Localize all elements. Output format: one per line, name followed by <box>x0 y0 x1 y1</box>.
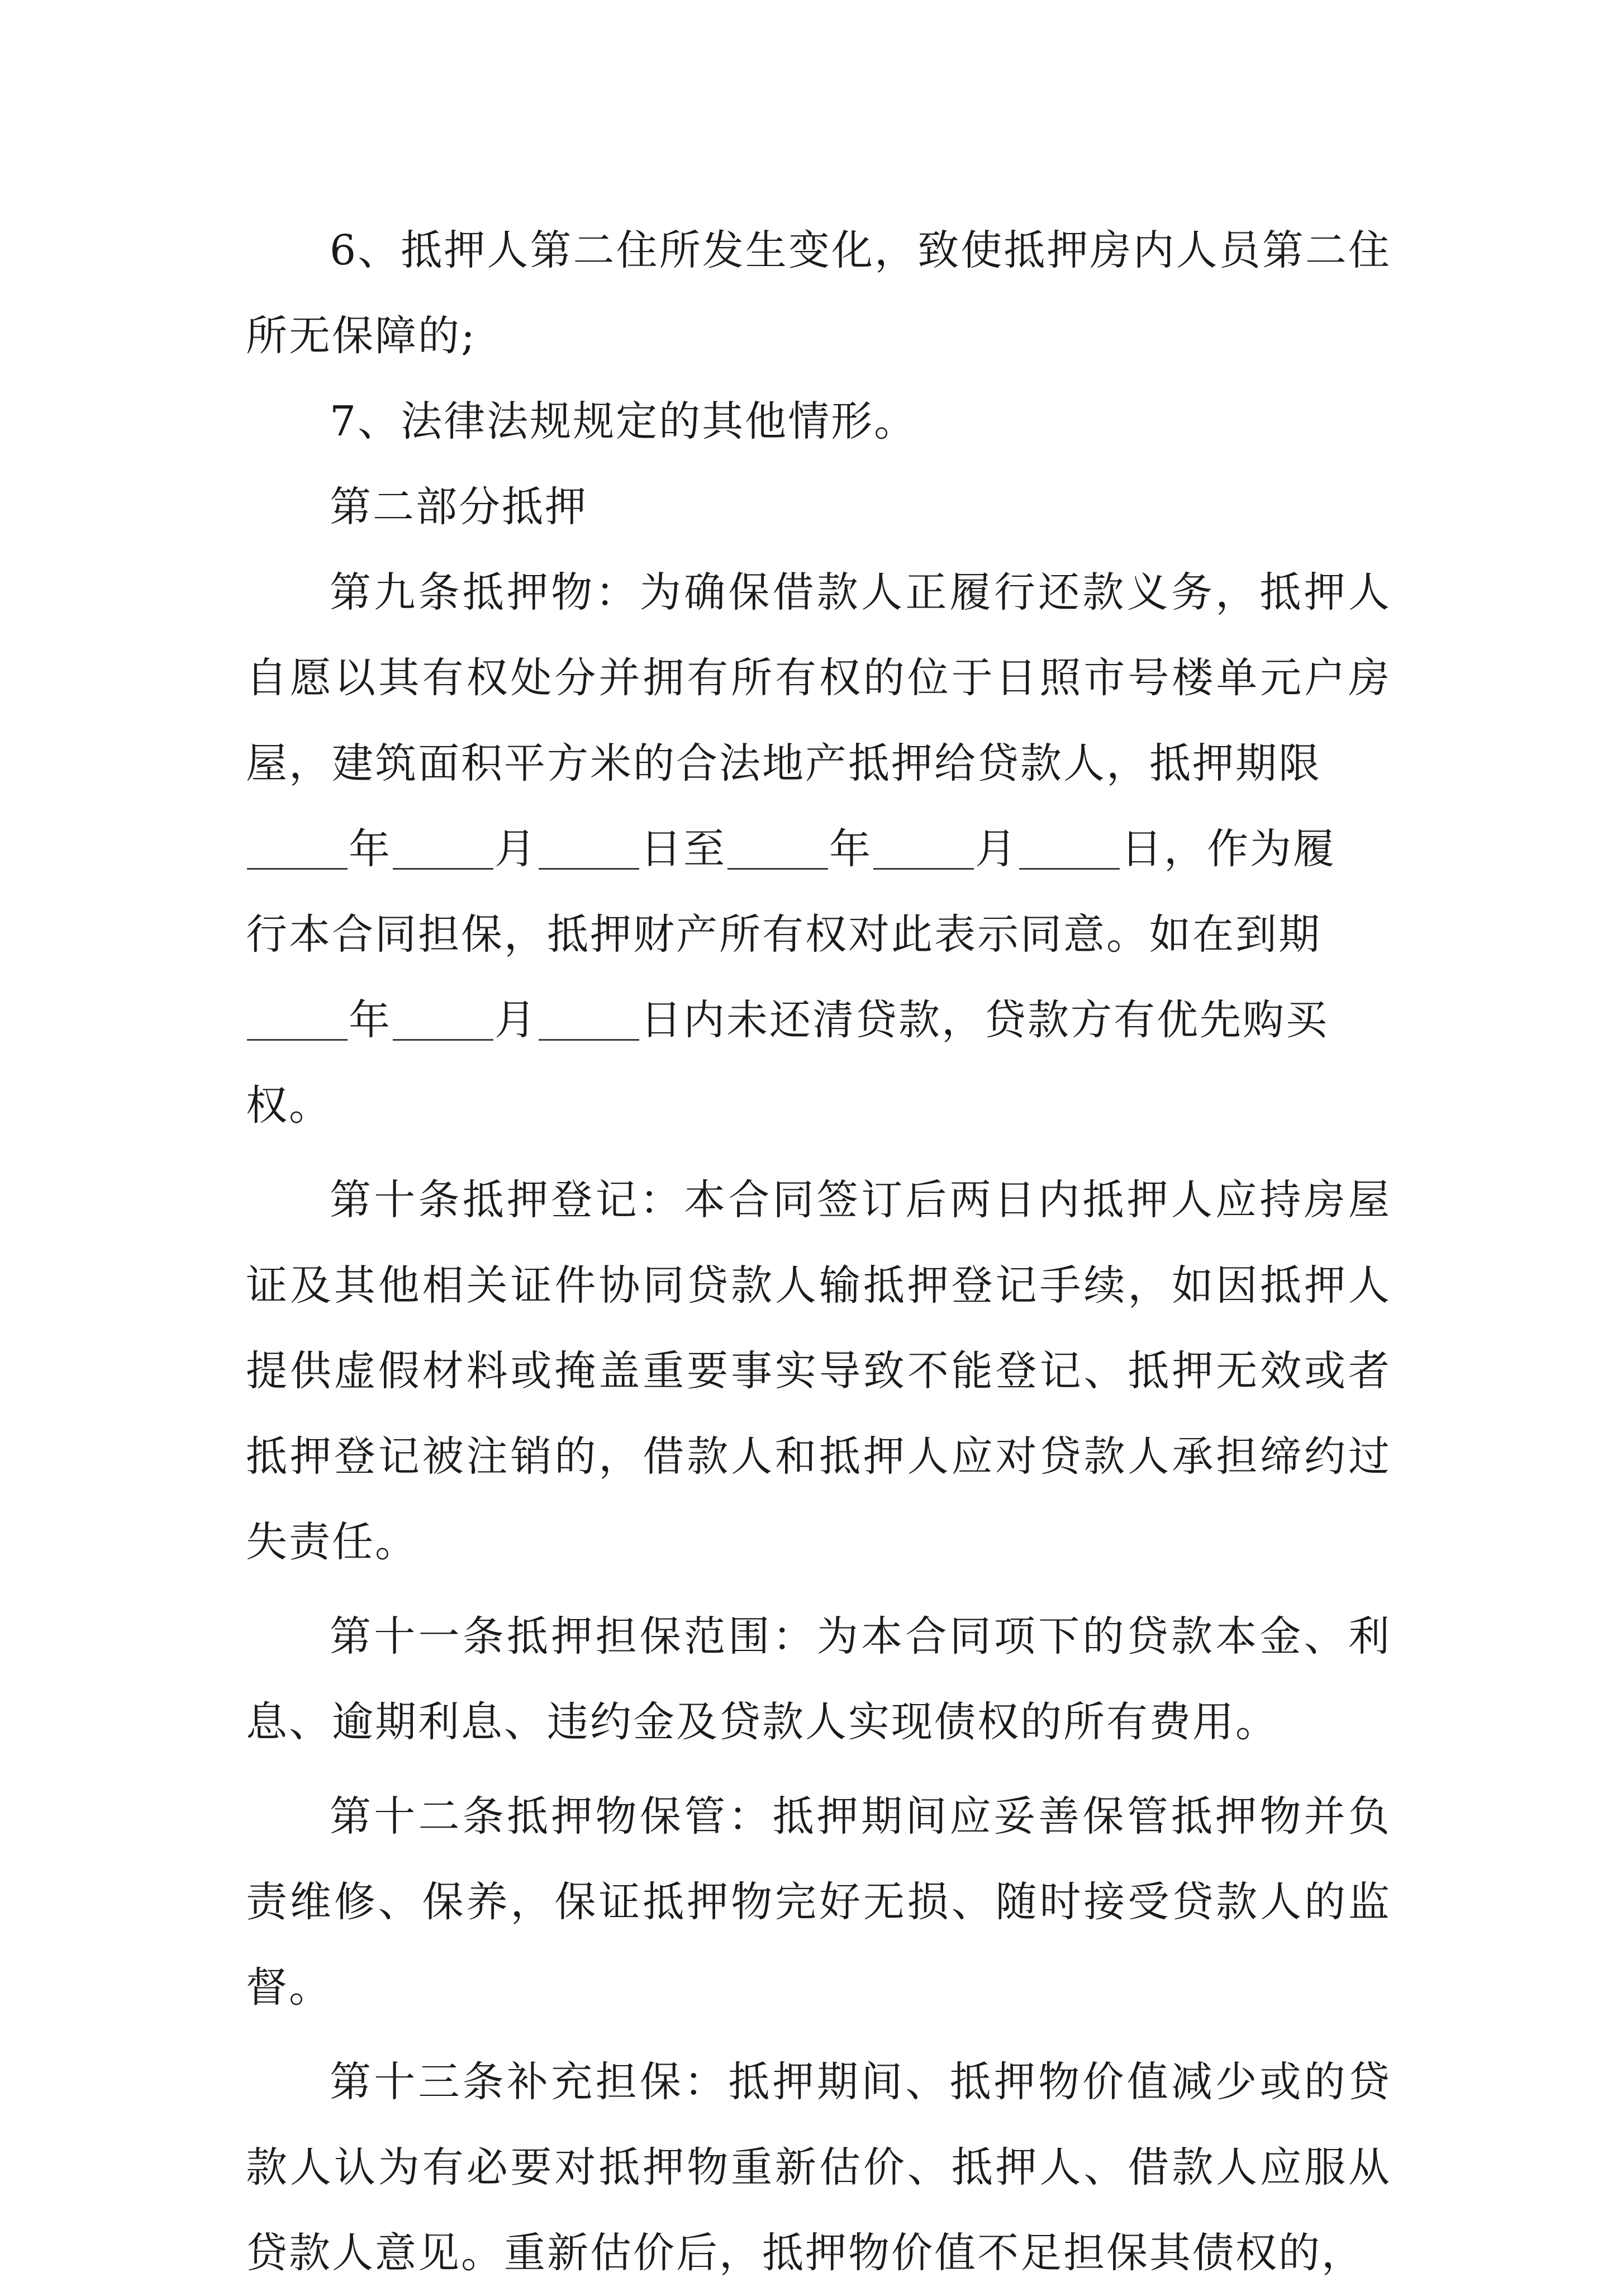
article-9-mortgaged-property <box>246 550 1391 1149</box>
blank-field <box>727 829 828 870</box>
article-9-date-line-1 <box>246 807 1391 892</box>
blank-field <box>393 1000 493 1041</box>
article-9-date-line-2 <box>246 978 1391 1063</box>
date-label-month: 月 <box>494 825 538 873</box>
blank-field <box>393 829 493 870</box>
date-label-year: 年 <box>349 825 392 873</box>
blank-field <box>873 829 974 870</box>
blank-field <box>247 829 348 870</box>
date-label-year: 年 <box>349 996 392 1044</box>
document-page <box>246 208 1391 2296</box>
paragraph-clause-6: 6、抵押人第二住所发生变化，致使抵押房内人员第二住所无保障的; <box>246 226 1391 360</box>
article-9-text: 第九条抵押物：为确保借款人正履行还款义务，抵押人自愿以其有权处分并拥有所有权的位于日照市号楼单元户房屋，建筑面积平方米的合法地产抵押给贷款人，抵押期限 <box>246 568 1391 788</box>
date-label-month: 月 <box>975 825 1018 873</box>
article-11-scope: 第十一条抵押担保范围：为本合同项下的贷款本金、利息、逾期利息、违约金及贷款人实现债权的所有费用。 <box>246 1612 1391 1746</box>
article-9-line-continuation: 行本合同担保，抵押财产所有权对此表示同意。如在到期 <box>246 910 1321 959</box>
article-13-supplementary-guarantee: 第十三条补充担保：抵押期间、抵押物价值减少或的贷款人认为有必要对抵押物重新估价、抵押人、借款人应服从贷款人意见。重新估价后，抵押物价值不足担保其债权的， <box>246 2058 1391 2277</box>
date-label-day-tail: 日内未还清贷款，贷款方有优先购买 <box>640 996 1329 1044</box>
date-label-month: 月 <box>494 996 538 1044</box>
article-10-registration: 第十条抵押登记：本合同签订后两日内抵押人应持房屋证及其他相关证件协同贷款人输抵押登记手续，如因抵押人提供虚假材料或掩盖重要事实导致不能登记、抵押无效或者抵押登记被注销的，借款人和抵押人应对贷款人承担缔约过失责任。 <box>246 1176 1391 1566</box>
date-label-day-to: 日至 <box>640 825 726 873</box>
blank-field <box>539 1000 639 1041</box>
blank-field <box>247 1000 348 1041</box>
blank-field <box>539 829 639 870</box>
article-9-line-end: 权。 <box>246 1081 332 1130</box>
section-heading-mortgage: 第二部分抵押 <box>330 483 588 531</box>
date-label-day-tail: 日，作为履 <box>1121 825 1336 873</box>
blank-field <box>1019 829 1120 870</box>
date-label-year: 年 <box>829 825 872 873</box>
paragraph-clause-7: 7、法律法规规定的其他情形。 <box>330 397 917 445</box>
article-12-custody: 第十二条抵押物保管：抵押期间应妥善保管抵押物并负责维修、保养，保证抵押物完好无损、随时接受贷款人的监督。 <box>246 1792 1391 2012</box>
